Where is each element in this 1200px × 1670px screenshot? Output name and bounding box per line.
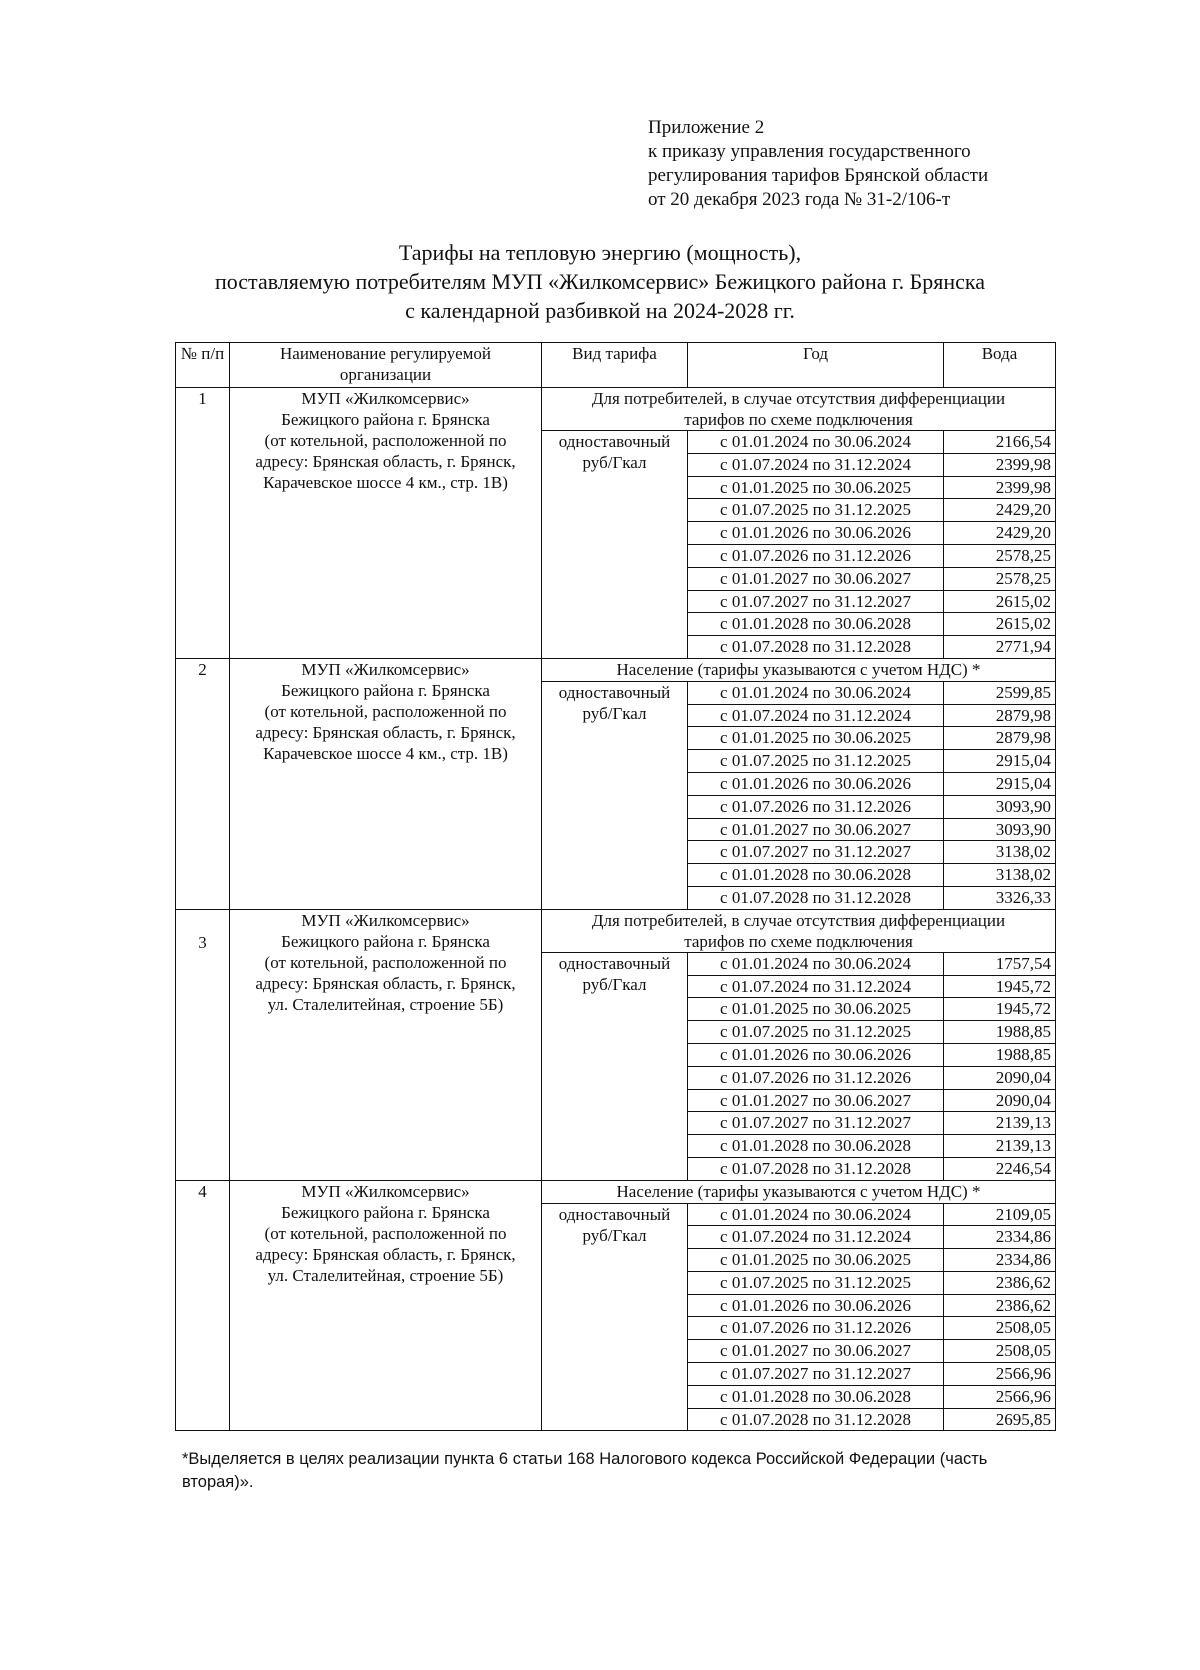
tariff-value-cell: 2246,54 [944, 1157, 1056, 1180]
organization-line: МУП «Жилкомсервис» [301, 910, 470, 930]
row-number: 2 [176, 658, 230, 909]
consumer-group-line: тарифов по схеме подключения [684, 410, 913, 429]
period-cell: с 01.07.2026 по 31.12.2026 [688, 1317, 944, 1340]
tariff-table-body [176, 343, 1056, 1431]
organization-line: (от котельной, расположенной по [264, 1223, 507, 1243]
tariff-value-cell: 2915,04 [944, 772, 1056, 795]
consumer-group-line: Для потребителей, в случае отсутствия дифференциации [591, 389, 1006, 408]
tariff-type-line: одноставочный [558, 953, 671, 973]
period-cell: с 01.07.2026 по 31.12.2026 [688, 1066, 944, 1089]
period-cell: с 01.07.2025 по 31.12.2025 [688, 1021, 944, 1044]
header-tariff-type: Вид тарифа [542, 343, 688, 388]
period-cell: с 01.01.2028 по 30.06.2028 [688, 613, 944, 636]
appendix-line: регулирования тарифов Брянской области [648, 165, 989, 186]
header-org-line: организации [339, 365, 432, 384]
period-cell: с 01.01.2028 по 30.06.2028 [688, 1135, 944, 1158]
period-cell: с 01.01.2025 по 30.06.2025 [688, 1249, 944, 1272]
organization-name [230, 388, 542, 659]
period-cell: с 01.07.2026 по 31.12.2026 [688, 795, 944, 818]
period-cell: с 01.01.2024 по 30.06.2024 [688, 1203, 944, 1226]
consumer-group-line: тарифов по схеме подключения [684, 931, 913, 951]
tariff-value-cell: 2399,98 [944, 453, 1056, 476]
tariff-value-cell: 1988,85 [944, 1043, 1056, 1066]
row-number: 1 [176, 388, 230, 659]
organization-line: Бежицкого района г. Брянска [281, 931, 490, 951]
tariff-value-cell: 3138,02 [944, 841, 1056, 864]
period-cell: с 01.07.2027 по 31.12.2027 [688, 1363, 944, 1386]
consumer-group [542, 1180, 1056, 1203]
organization-line: МУП «Жилкомсервис» [301, 389, 470, 408]
period-cell: с 01.07.2028 по 31.12.2028 [688, 1408, 944, 1431]
tariff-value-cell: 2508,05 [944, 1340, 1056, 1363]
period-cell: с 01.01.2027 по 30.06.2027 [688, 818, 944, 841]
tariff-value-cell: 2090,04 [944, 1066, 1056, 1089]
period-cell: с 01.07.2024 по 31.12.2024 [688, 1226, 944, 1249]
title-line: с календарной разбивкой на 2024-2028 гг. [405, 298, 795, 323]
tariff-value-cell: 3326,33 [944, 886, 1056, 909]
period-cell: с 01.01.2027 по 30.06.2027 [688, 1089, 944, 1112]
organization-name [230, 658, 542, 909]
tariff-value-cell: 2334,86 [944, 1226, 1056, 1249]
tariff-table [175, 342, 1056, 1431]
footnote-line: *Выделяется в целях реализации пункта 6 статьи 168 Налогового кодекса Российской Федерации (часть [182, 1450, 988, 1468]
tariff-type-line: одноставочный [558, 682, 671, 702]
period-cell: с 01.07.2025 по 31.12.2025 [688, 499, 944, 522]
organization-line: адресу: Брянская область, г. Брянск, [255, 722, 516, 742]
period-cell: с 01.01.2025 по 30.06.2025 [688, 727, 944, 750]
organization-line: ул. Сталелитейная, строение 5Б) [267, 994, 504, 1014]
organization-line: Бежицкого района г. Брянска [281, 1202, 490, 1222]
tariff-value-cell: 2429,20 [944, 499, 1056, 522]
consumer-group-line: Для потребителей, в случае отсутствия дифференциации [591, 910, 1006, 930]
header-year: Год [688, 343, 944, 388]
tariff-value-cell: 2386,62 [944, 1271, 1056, 1294]
tariff-value-cell: 2109,05 [944, 1203, 1056, 1226]
organization-line: Карачевское шоссе 4 км., стр. 1В) [263, 743, 508, 763]
organization-line: адресу: Брянская область, г. Брянск, [255, 973, 516, 993]
period-cell: с 01.01.2026 по 30.06.2026 [688, 1294, 944, 1317]
period-cell: с 01.07.2028 по 31.12.2028 [688, 886, 944, 909]
organization-line: адресу: Брянская область, г. Брянск, [255, 452, 516, 471]
group-row [176, 388, 1056, 431]
period-cell: с 01.01.2027 по 30.06.2027 [688, 1340, 944, 1363]
appendix-line: Приложение 2 [648, 117, 765, 138]
tariff-type-line: руб/Гкал [582, 453, 647, 472]
organization-line: Бежицкого района г. Брянска [281, 410, 490, 429]
tariff-value-cell: 3093,90 [944, 818, 1056, 841]
group-row [176, 658, 1056, 681]
tariff-value-cell: 2566,96 [944, 1363, 1056, 1386]
row-number: 4 [176, 1180, 230, 1431]
organization-line: адресу: Брянская область, г. Брянск, [255, 1244, 516, 1264]
period-cell: с 01.01.2025 по 30.06.2025 [688, 476, 944, 499]
consumer-group [542, 658, 1056, 681]
tariff-value-cell: 2879,98 [944, 704, 1056, 727]
tariff-value-cell: 2771,94 [944, 636, 1056, 659]
tariff-value-cell: 2566,96 [944, 1385, 1056, 1408]
organization-line: МУП «Жилкомсервис» [301, 659, 470, 679]
footnote [182, 1448, 1062, 1494]
header-org-line: Наименование регулируемой [280, 344, 491, 363]
period-cell: с 01.07.2025 по 31.12.2025 [688, 1271, 944, 1294]
tariff-value-cell: 2615,02 [944, 613, 1056, 636]
tariff-type [542, 681, 688, 909]
organization-line: (от котельной, расположенной по [264, 431, 507, 450]
tariff-value-cell: 1988,85 [944, 1021, 1056, 1044]
period-cell: с 01.01.2026 по 30.06.2026 [688, 1043, 944, 1066]
tariff-value-cell: 2879,98 [944, 727, 1056, 750]
tariff-value-cell: 2578,25 [944, 567, 1056, 590]
tariff-value-cell: 2578,25 [944, 544, 1056, 567]
period-cell: с 01.01.2028 по 30.06.2028 [688, 1385, 944, 1408]
tariff-value-cell: 3093,90 [944, 795, 1056, 818]
table-header-row [176, 343, 1056, 388]
consumer-group-line: Население (тарифы указываются с учетом НДС) * [616, 659, 981, 679]
organization-line: ул. Сталелитейная, строение 5Б) [267, 1265, 504, 1285]
period-cell: с 01.07.2024 по 31.12.2024 [688, 453, 944, 476]
group-row [176, 1180, 1056, 1203]
header-water: Вода [944, 343, 1056, 388]
tariff-value-cell: 3138,02 [944, 864, 1056, 887]
period-cell: с 01.01.2024 по 30.06.2024 [688, 681, 944, 704]
appendix-block [648, 116, 988, 212]
tariff-type [542, 952, 688, 1180]
header-num: № п/п [176, 343, 230, 388]
period-cell: с 01.07.2027 по 31.12.2027 [688, 1112, 944, 1135]
tariff-type-line: руб/Гкал [582, 703, 647, 723]
period-cell: с 01.07.2024 по 31.12.2024 [688, 975, 944, 998]
tariff-value-cell: 2429,20 [944, 522, 1056, 545]
organization-line: (от котельной, расположенной по [264, 952, 507, 972]
tariff-type-line: руб/Гкал [582, 974, 647, 994]
period-cell: с 01.01.2025 по 30.06.2025 [688, 998, 944, 1021]
tariff-type-line: одноставочный [558, 432, 671, 451]
document-title [0, 238, 1200, 325]
consumer-group-line: Население (тарифы указываются с учетом НДС) * [616, 1181, 981, 1201]
footnote-line: вторая)». [182, 1473, 254, 1491]
period-cell: с 01.07.2024 по 31.12.2024 [688, 704, 944, 727]
header-org [230, 343, 542, 388]
tariff-value-cell: 2139,13 [944, 1135, 1056, 1158]
period-cell: с 01.07.2027 по 31.12.2027 [688, 841, 944, 864]
row-number: 3 [176, 909, 230, 1180]
organization-name [230, 909, 542, 1180]
tariff-type-line: одноставочный [558, 1204, 671, 1224]
tariff-value-cell: 1757,54 [944, 952, 1056, 975]
appendix-line: к приказу управления государственного [648, 141, 971, 162]
organization-line: Карачевское шоссе 4 км., стр. 1В) [263, 473, 508, 492]
tariff-value-cell: 2139,13 [944, 1112, 1056, 1135]
organization-line: МУП «Жилкомсервис» [301, 1181, 470, 1201]
organization-line: Бежицкого района г. Брянска [281, 680, 490, 700]
period-cell: с 01.01.2026 по 30.06.2026 [688, 772, 944, 795]
tariff-value-cell: 2615,02 [944, 590, 1056, 613]
organization-name [230, 1180, 542, 1431]
period-cell: с 01.01.2027 по 30.06.2027 [688, 567, 944, 590]
title-line: поставляемую потребителям МУП «Жилкомсервис» Бежицкого района г. Брянска [214, 269, 986, 294]
period-cell: с 01.01.2028 по 30.06.2028 [688, 864, 944, 887]
period-cell: с 01.07.2027 по 31.12.2027 [688, 590, 944, 613]
consumer-group [542, 909, 1056, 952]
appendix-line: от 20 декабря 2023 года № 31-2/106-т [648, 189, 951, 210]
period-cell: с 01.07.2026 по 31.12.2026 [688, 544, 944, 567]
title-line: Тарифы на тепловую энергию (мощность), [398, 240, 802, 265]
tariff-value-cell: 1945,72 [944, 998, 1056, 1021]
period-cell: с 01.07.2025 по 31.12.2025 [688, 750, 944, 773]
tariff-value-cell: 1945,72 [944, 975, 1056, 998]
period-cell: с 01.01.2024 по 30.06.2024 [688, 952, 944, 975]
tariff-value-cell: 2508,05 [944, 1317, 1056, 1340]
tariff-value-cell: 2334,86 [944, 1249, 1056, 1272]
tariff-value-cell: 2090,04 [944, 1089, 1056, 1112]
period-cell: с 01.01.2026 по 30.06.2026 [688, 522, 944, 545]
tariff-value-cell: 2166,54 [944, 431, 1056, 454]
period-cell: с 01.07.2028 по 31.12.2028 [688, 636, 944, 659]
period-cell: с 01.01.2024 по 30.06.2024 [688, 431, 944, 454]
tariff-type-line: руб/Гкал [582, 1225, 647, 1245]
tariff-type [542, 431, 688, 659]
tariff-value-cell: 2399,98 [944, 476, 1056, 499]
tariff-value-cell: 2915,04 [944, 750, 1056, 773]
organization-line: (от котельной, расположенной по [264, 701, 507, 721]
tariff-value-cell: 2599,85 [944, 681, 1056, 704]
tariff-value-cell: 2386,62 [944, 1294, 1056, 1317]
consumer-group [542, 388, 1056, 431]
tariff-type [542, 1203, 688, 1431]
period-cell: с 01.07.2028 по 31.12.2028 [688, 1157, 944, 1180]
group-row [176, 909, 1056, 952]
tariff-value-cell: 2695,85 [944, 1408, 1056, 1431]
